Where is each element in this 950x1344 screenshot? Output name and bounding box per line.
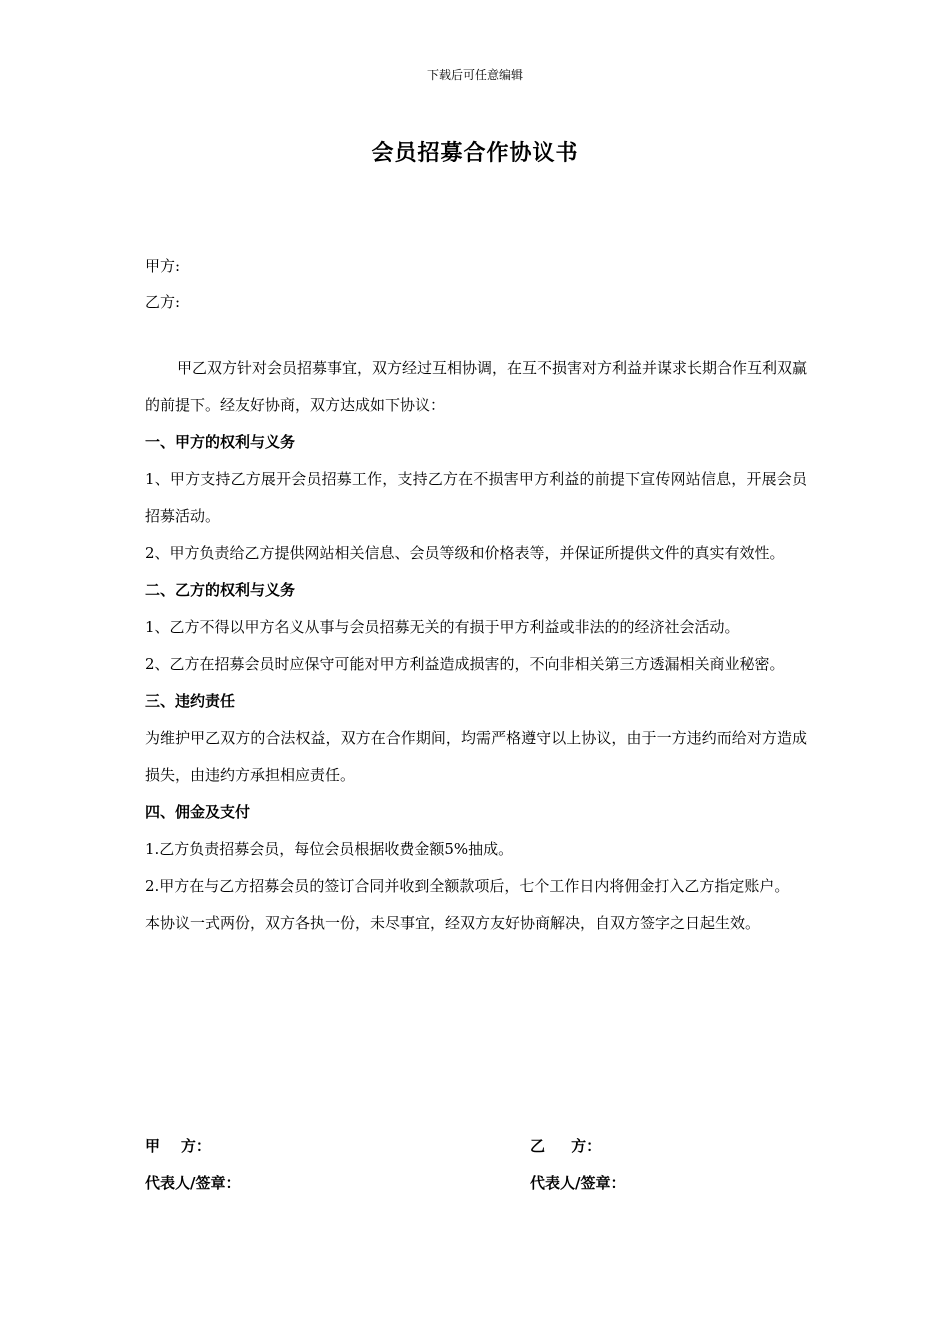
clause: 2.甲方在与乙方招募会员的签订合同并收到全额款项后，七个工作日内将佣金打入乙方指定账户。 — [145, 877, 790, 895]
clause: 2、甲方负责给乙方提供网站相关信息、会员等级和价格表等，并保证所提供文件的真实有效性。 — [145, 544, 785, 562]
closing-clause: 本协议一式两份，双方各执一份，未尽事宜，经双方友好协商解决，自双方签字之日起生效。 — [145, 914, 761, 932]
signature-party-b: 乙 方： — [530, 1137, 602, 1155]
agreement-body — [145, 350, 807, 942]
party-a-label: 甲方: — [145, 257, 181, 275]
clause: 1.乙方负责招募会员，每位会员根据收费金额5%抽成。 — [145, 840, 514, 858]
header-note: 下载后可任意编辑 — [426, 68, 523, 82]
clause: 2、乙方在招募会员时应保守可能对甲方利益造成损害的，不向非相关第三方透漏相关商业秘密。 — [145, 655, 785, 673]
signature-party-a: 甲 方： — [145, 1137, 211, 1155]
section-heading: 一、甲方的权利与义务 — [145, 433, 296, 451]
signature-rep-a: 代表人/签章： — [145, 1174, 241, 1192]
signature-rep-b: 代表人/签章： — [530, 1174, 626, 1192]
clause: 为维护甲乙双方的合法权益，双方在合作期间，均需严格遵守以上协议，由于一方违约而给对方造成损失，由违约方承担相应责任。 — [145, 729, 807, 784]
document-title: 会员招募合作协议书 — [371, 141, 579, 166]
clause: 1、乙方不得以甲方名义从事与会员招募无关的有损于甲方利益或非法的的经济社会活动。 — [145, 618, 740, 636]
intro-paragraph: 甲乙双方针对会员招募事宜，双方经过互相协调，在互不损害对方利益并谋求长期合作互利双赢的前提下。经友好协商，双方达成如下协议： — [145, 359, 808, 414]
clause: 1、甲方支持乙方展开会员招募工作，支持乙方在不损害甲方利益的前提下宣传网站信息，开展会员招募活动。 — [145, 470, 807, 525]
section-heading: 四、佣金及支付 — [145, 803, 251, 821]
party-b-label: 乙方: — [145, 293, 181, 311]
section-heading: 二、乙方的权利与义务 — [145, 581, 296, 599]
section-heading: 三、违约责任 — [145, 692, 236, 710]
